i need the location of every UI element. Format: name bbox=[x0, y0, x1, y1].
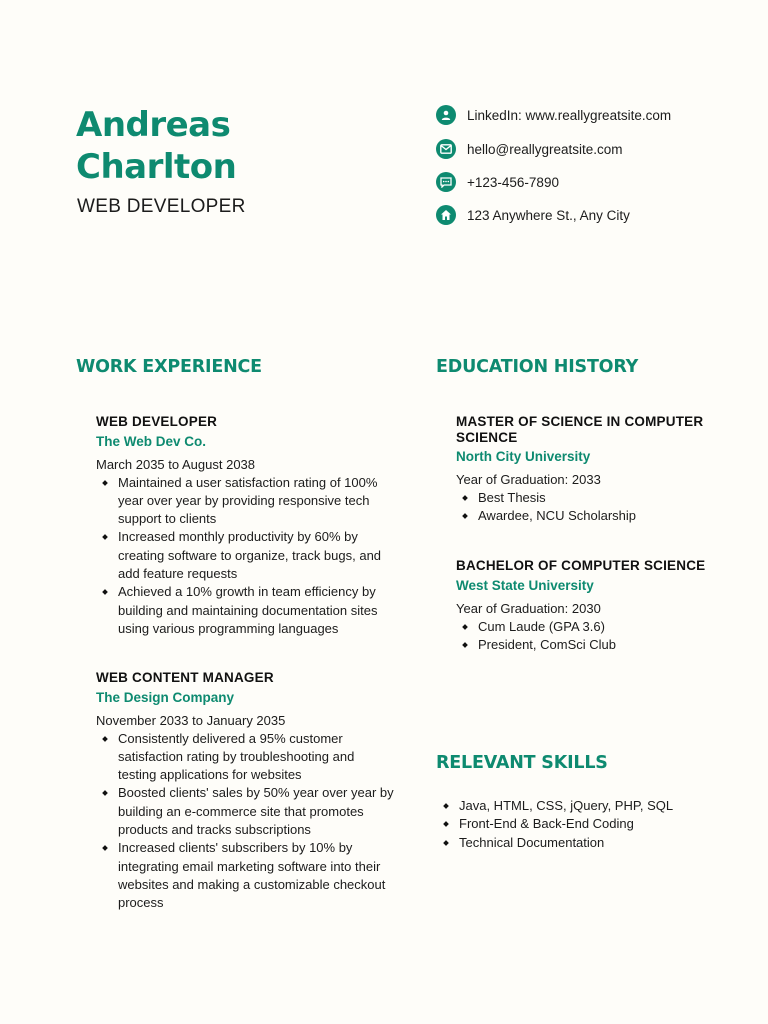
company-name: The Web Dev Co. bbox=[96, 433, 207, 449]
list-item bbox=[96, 583, 396, 638]
bullet-text: Increased monthly productivity by 60% by creating software to organize, track bugs, and add feature requests bbox=[118, 529, 382, 581]
job-dates: March 2035 to August 2038 bbox=[96, 456, 256, 472]
skill-text: Technical Documentation bbox=[459, 834, 605, 850]
candidate-name bbox=[76, 104, 396, 188]
job-bullets bbox=[96, 730, 396, 913]
skills-list bbox=[437, 795, 737, 852]
degree-title: BACHELOR OF COMPUTER SCIENCE bbox=[456, 558, 706, 573]
bullet-text: Consistently delivered a 95% customer satisfaction rating by troubleshooting and testing applications for websites bbox=[118, 730, 355, 783]
work-entry bbox=[96, 670, 396, 912]
bullet-icon bbox=[462, 624, 468, 630]
bullet-text: Cum Laude (GPA 3.6) bbox=[478, 618, 605, 634]
address-text: 123 Anywhere St., Any City bbox=[467, 207, 630, 223]
contact-email bbox=[436, 138, 623, 160]
list-item bbox=[96, 474, 396, 529]
bullet-text: President, ComSci Club bbox=[478, 636, 616, 652]
contact-linkedin bbox=[436, 104, 671, 126]
bullet-text: Achieved a 10% growth in team efficiency by building and maintaining documentation sites using various programming languages bbox=[118, 584, 378, 636]
work-entry bbox=[96, 414, 396, 638]
education-history-heading: EDUCATION HISTORY bbox=[436, 357, 639, 377]
bullet-icon bbox=[462, 495, 468, 501]
list-item bbox=[96, 528, 396, 583]
school-name: West State University bbox=[456, 577, 594, 593]
school-name: North City University bbox=[456, 449, 591, 464]
bullet-icon bbox=[102, 845, 108, 851]
bullet-text: Boosted clients' sales by 50% year over year by building an e-commerce site that promotes products and tracks subscriptions bbox=[118, 785, 394, 837]
relevant-skills-heading: RELEVANT SKILLS bbox=[436, 753, 608, 773]
bullet-text: Awardee, NCU Scholarship bbox=[478, 508, 636, 524]
contact-phone bbox=[436, 171, 559, 193]
work-experience-heading: WORK EXPERIENCE bbox=[76, 357, 262, 377]
bullet-icon bbox=[443, 840, 449, 846]
job-bullets bbox=[96, 474, 396, 639]
list-item bbox=[96, 784, 396, 839]
bullet-text: Best Thesis bbox=[478, 490, 546, 505]
user-icon bbox=[436, 105, 456, 125]
degree-bullets bbox=[456, 618, 716, 655]
degree-title: MASTER OF SCIENCE IN COMPUTER SCIENCE bbox=[456, 414, 704, 445]
linkedin-text[interactable]: LinkedIn: www.reallygreatsite.com bbox=[467, 107, 672, 123]
job-title: WEB CONTENT MANAGER bbox=[96, 670, 274, 685]
bullet-icon bbox=[102, 736, 108, 742]
graduation-year: Year of Graduation: 2030 bbox=[456, 600, 601, 616]
bullet-icon bbox=[462, 642, 468, 648]
list-item bbox=[96, 730, 396, 785]
first-name: Andreas bbox=[76, 105, 231, 145]
list-item bbox=[456, 489, 716, 507]
email-text[interactable]: hello@reallygreatsite.com bbox=[467, 141, 623, 157]
graduation-year: Year of Graduation: 2033 bbox=[456, 472, 601, 487]
last-name: Charlton bbox=[76, 147, 237, 187]
phone-text[interactable]: +123-456-7890 bbox=[467, 174, 559, 190]
bullet-icon bbox=[102, 480, 108, 486]
job-role: WEB DEVELOPER bbox=[77, 196, 246, 217]
chat-icon bbox=[436, 172, 456, 192]
list-item bbox=[437, 797, 737, 815]
bullet-text: Increased clients' subscribers by 10% by integrating email marketing software into their websites and making a customizable checkout process bbox=[118, 840, 386, 911]
education-entry bbox=[456, 414, 716, 526]
list-item bbox=[456, 618, 716, 636]
bullet-icon bbox=[102, 535, 108, 541]
list-item bbox=[96, 839, 396, 912]
skill-text: Front-End & Back-End Coding bbox=[459, 816, 634, 832]
job-dates: November 2033 to January 2035 bbox=[96, 712, 286, 728]
email-icon bbox=[436, 139, 456, 159]
bullet-icon bbox=[102, 791, 108, 797]
list-item bbox=[437, 815, 737, 833]
degree-bullets bbox=[456, 489, 716, 526]
education-entry bbox=[456, 558, 716, 654]
bullet-icon bbox=[102, 589, 108, 595]
contact-address bbox=[436, 204, 630, 226]
list-item bbox=[437, 834, 737, 852]
bullet-icon bbox=[462, 513, 468, 519]
job-title: WEB DEVELOPER bbox=[96, 414, 218, 429]
bullet-icon bbox=[443, 803, 449, 809]
home-icon bbox=[436, 205, 456, 225]
list-item bbox=[456, 636, 716, 654]
list-item bbox=[456, 507, 716, 525]
company-name: The Design Company bbox=[96, 689, 235, 705]
bullet-text: Maintained a user satisfaction rating of 100% year over year by providing responsive tech support to clients bbox=[118, 474, 378, 527]
skill-text: Java, HTML, CSS, jQuery, PHP, SQL bbox=[459, 798, 674, 813]
bullet-icon bbox=[443, 821, 449, 827]
